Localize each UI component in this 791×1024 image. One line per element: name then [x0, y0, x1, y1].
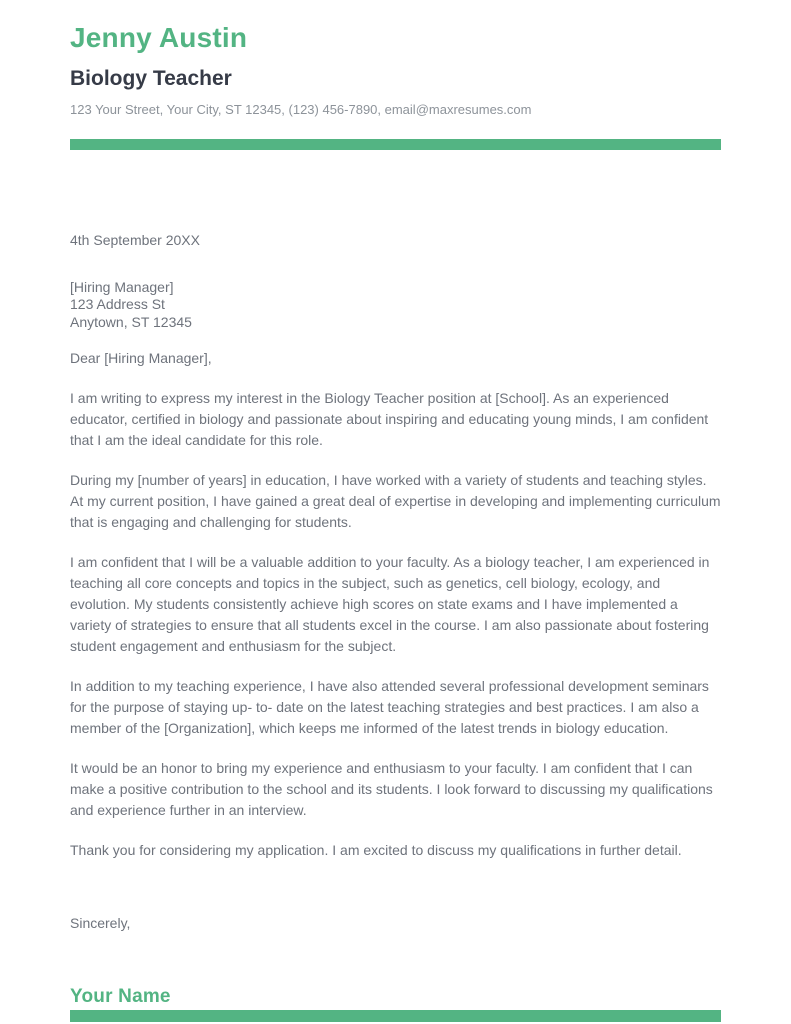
applicant-name: Jenny Austin	[70, 22, 248, 53]
body-paragraph-contribution: It would be an honor to bring my experience and enthusiasm to your faculty. I am confident that I can make a positive contribution to the school and its students. I look forward to discussing my qualifications and experience further in an interview.	[70, 760, 713, 819]
recipient-street-line: 123 Address St	[70, 296, 165, 313]
footer-accent-bar	[70, 1010, 721, 1022]
body-paragraph-thanks: Thank you for considering my application. I am excited to discuss my qualifications in further detail.	[70, 842, 682, 859]
applicant-job-title: Biology Teacher	[70, 67, 232, 91]
body-paragraph-qualifications: I am confident that I will be a valuable addition to your faculty. As a biology teacher, I am experienced in teaching all core concepts and topics in the subject, such as genetics, cell biology, ecology, and evolution. My students consistently achieve high scores on state exams and I have implemented a variety of strategies to ensure that all students excel in the course. I am also passionate about fostering student engagement and enthusiasm for the subject.	[70, 554, 710, 655]
letter-header	[70, 22, 721, 150]
body-paragraph-experience: During my [number of years] in education, I have worked with a variety of students and teaching styles. At my current position, I have gained a great deal of expertise in developing and implementing curriculum that is engaging and challenging for students.	[70, 472, 721, 531]
signature-name: Your Name	[70, 986, 171, 1008]
closing-line: Sincerely,	[70, 915, 131, 932]
recipient-city-line: Anytown, ST 12345	[70, 313, 192, 330]
letter-date: 4th September 20XX	[70, 231, 200, 248]
body-paragraph-development: In addition to my teaching experience, I have also attended several professional development seminars for the purpose of staying up- to- date on the latest teaching strategies and best practices. I am also a member of the [Organization], which keeps me informed of the latest trends in biology education.	[70, 678, 709, 737]
letter-body	[70, 230, 721, 1008]
header-divider-bar	[70, 139, 721, 150]
contact-info-line: 123 Your Street, Your City, ST 12345, (123) 456-7890, email@maxresumes.com	[70, 102, 532, 118]
body-paragraph-intro: I am writing to express my interest in the Biology Teacher position at [School]. As an experienced educator, certified in biology and passionate about inspiring and educating young minds, I am confident that I am the ideal candidate for this role.	[70, 390, 709, 449]
recipient-name-line: [Hiring Manager]	[70, 278, 174, 295]
salutation-line: Dear [Hiring Manager],	[70, 350, 212, 367]
recipient-address-block	[70, 279, 721, 332]
